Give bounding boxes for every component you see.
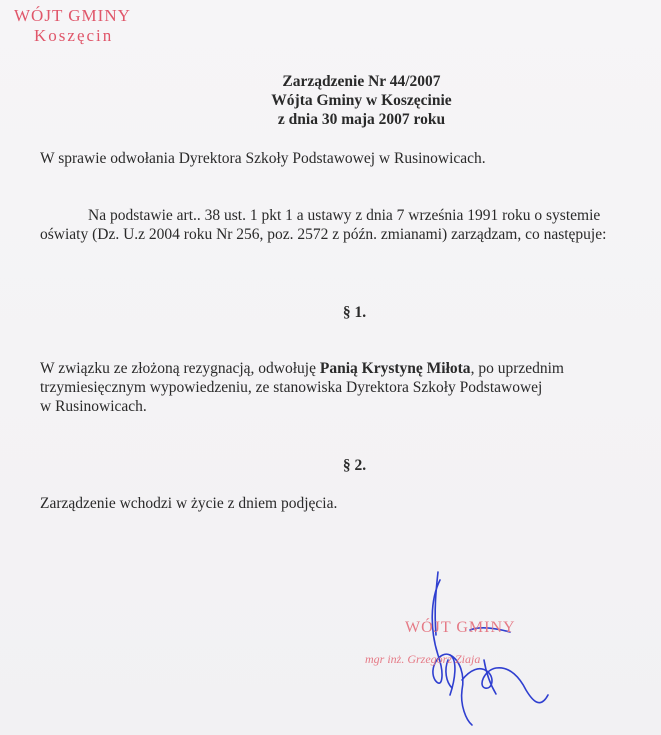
order-issuer: Wójta Gminy w Koszęcinie (271, 92, 452, 109)
stamp-municipality: Koszęcin (34, 26, 114, 45)
order-number: Zarządzenie Nr 44/2007 (282, 73, 441, 90)
section-2-heading: § 2. (342, 457, 367, 474)
section-1-line2: trzymiesięcznym wypowiedzeniu, ze stanowiska Dyrektora Szkoły Podstawowej (40, 379, 543, 396)
section-2-text: Zarządzenie wchodzi w życie z dniem podjęcia. (40, 495, 338, 512)
dismissed-person-name: Panią Krystynę Miłota (319, 360, 471, 377)
section-1-line3: w Rusinowicach. (40, 398, 147, 415)
document-heading (0, 72, 661, 129)
stamp-bottom-name: mgr inż. Grzegorz Ziaja (365, 652, 481, 666)
section-1-line1 (40, 359, 640, 378)
legal-basis (40, 206, 650, 244)
section-1-text-before: W związku ze złożoną rezygnacją, odwołuję (40, 360, 320, 377)
stamp-office-title: WÓJT GMINY (14, 6, 131, 25)
legal-basis-line1 (40, 206, 650, 225)
office-stamp-top (14, 6, 131, 46)
section-1-text (40, 359, 640, 416)
legal-basis-text1: Na podstawie art.. 38 ust. 1 pkt 1 a ustawy z dnia 7 września 1991 roku o systemie (88, 207, 601, 224)
stamp-bottom-office: WÓJT GMINY (405, 619, 516, 636)
section-1-text-after: , po uprzednim (470, 360, 564, 377)
office-stamp-bottom (365, 619, 516, 666)
document-subject: W sprawie odwołania Dyrektora Szkoły Podstawowej w Rusinowicach. (40, 150, 486, 167)
legal-basis-line2: oświaty (Dz. U.z 2004 roku Nr 256, poz. 2572 z późn. zmianami) zarządzam, co następuje: (40, 226, 607, 243)
section-1-heading: § 1. (342, 304, 367, 321)
order-date: z dnia 30 maja 2007 roku (277, 111, 446, 128)
handwritten-signature (400, 560, 560, 730)
